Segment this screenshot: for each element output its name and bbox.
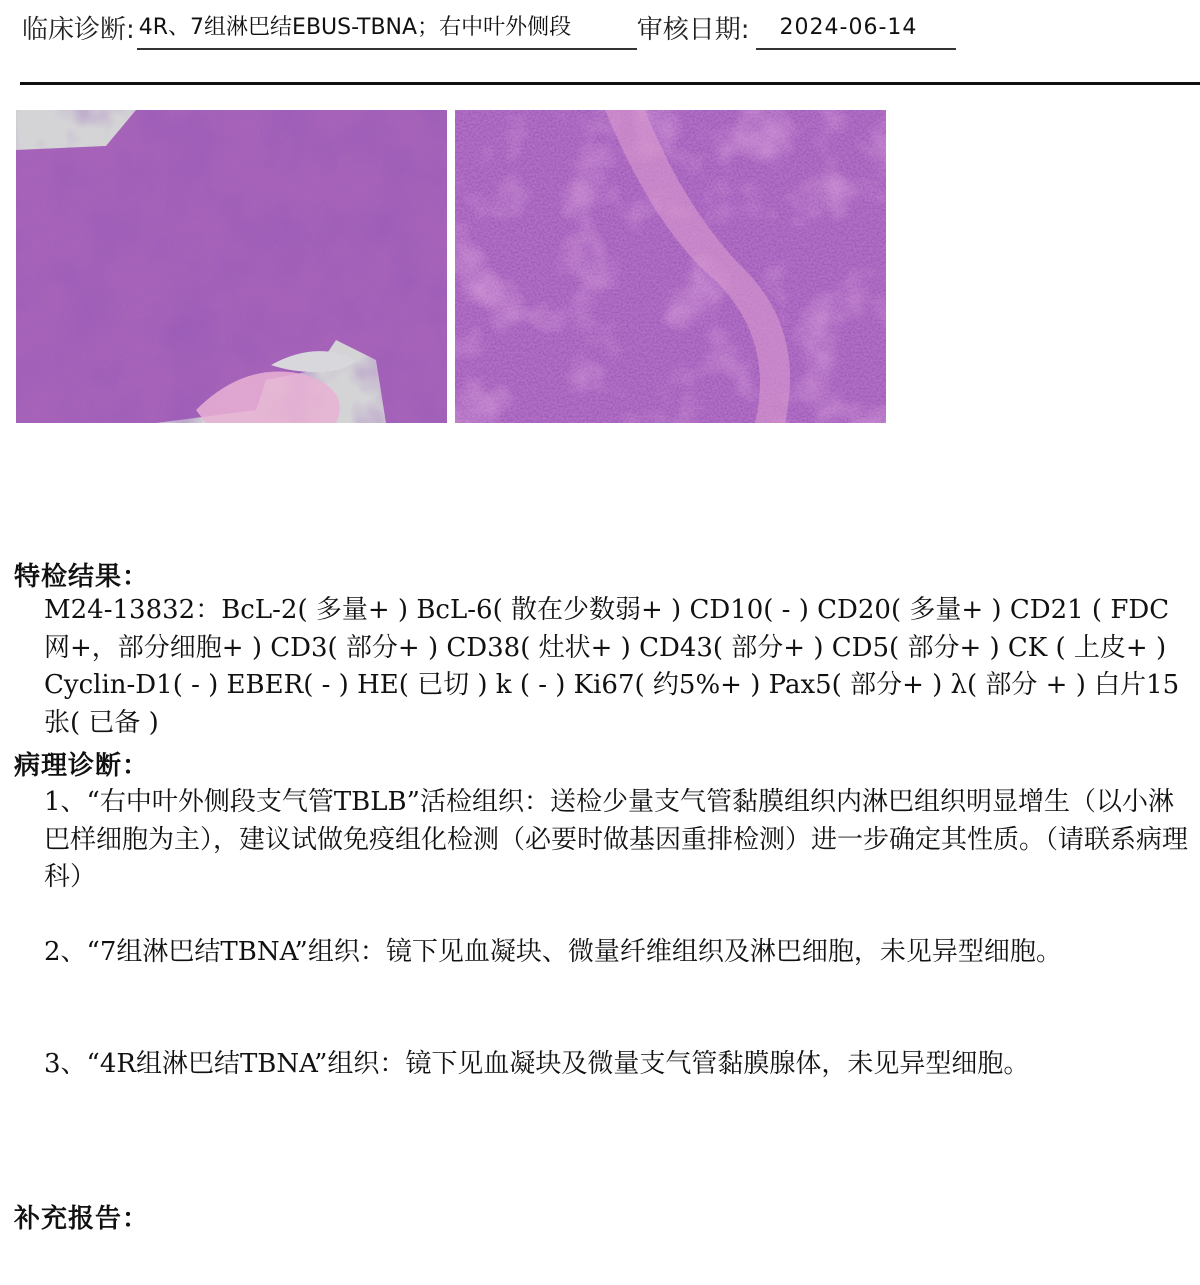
pathology-item: 3、“4R组淋巴结TBNA”组织：镜下见血凝块及微量支气管黏膜腺体，未见异型细胞。 <box>44 1049 1030 1079</box>
clinical-diagnosis-label: 临床诊断: <box>22 15 135 45</box>
review-date-value: 2024-06-14 <box>756 8 956 50</box>
pathology-item: 2、“7组淋巴结TBNA”组织：镜下见血凝块、微量纤维组织及淋巴细胞，未见异型细胞。 <box>44 937 1062 967</box>
header-divider <box>20 82 1200 85</box>
supplement-report-title: 补充报告： <box>14 1204 150 1234</box>
report-header <box>22 4 1182 50</box>
he-micrograph-high-power <box>455 110 886 423</box>
micrograph-strip <box>16 110 886 423</box>
he-micrograph-low-power <box>16 110 447 423</box>
clinical-diagnosis-value: 4R、7组淋巴结EBUS-TBNA；右中叶外侧段 <box>137 8 637 50</box>
special-tests-results: M24-13832：BcL-2( 多量+ ) BcL-6( 散在少数弱+ ) CD10( - ) CD20( 多量+ ) CD21 ( FDC网+，部分细胞+ ) CD3( 部分+ ) CD38( 灶状+ ) CD43( 部分+ ) CD5( 部分+ ) CK ( 上皮+ ) Cyclin-D1( - ) EBER( - ) HE( 已切 ) k ( - ) Ki67( 约5%+ ) Pax5( 部分+ ) λ( 部分 + ) 白片15张( 已备 ) <box>44 595 1180 738</box>
special-tests-text <box>44 592 1189 742</box>
pathology-diagnosis-list-3 <box>44 1046 1189 1084</box>
review-date-label: 审核日期: <box>636 15 750 45</box>
pathology-diagnosis-list-2 <box>44 934 1189 972</box>
pathology-diagnosis-list <box>44 784 1189 897</box>
pathology-diagnosis-title: 病理诊断： <box>14 751 150 781</box>
pathology-item: 1、“右中叶外侧段支气管TBLB”活检组织：送检少量支气管黏膜组织内淋巴组织明显增生（以小淋巴样细胞为主），建议试做免疫组化检测（必要时做基因重排检测）进一步确定其性质。（请联系病理科） <box>44 787 1189 892</box>
special-tests-title: 特检结果： <box>14 562 150 592</box>
